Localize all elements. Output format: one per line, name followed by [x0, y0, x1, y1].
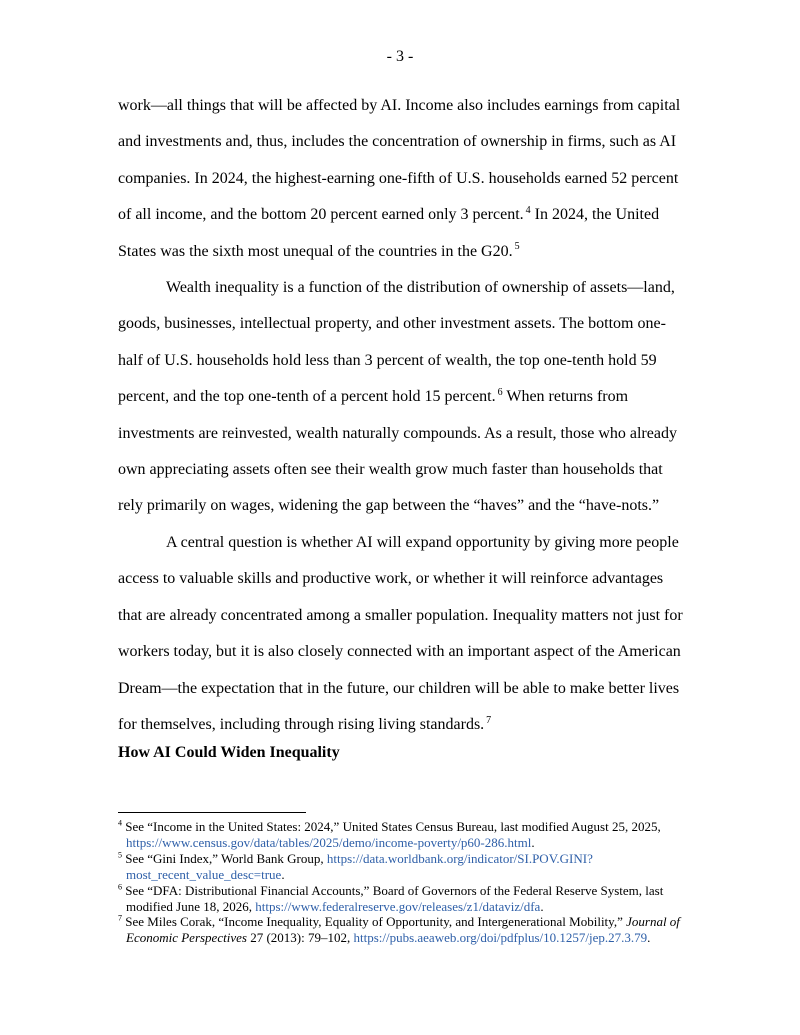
- footnote-link[interactable]: https://www.census.gov/data/tables/2025/demo/income-poverty/p60-286.html: [126, 834, 532, 850]
- footnote-number: 6: [118, 882, 122, 892]
- paragraph-text: Wealth inequality is a function of the distribution of ownership of assets—land, goods, businesses, intellectual property, and other investment assets. The bottom one-half of U.S. households hold less than 3 percent of wealth, the top one-tenth hold 59 percent, and the top one-tenth of a percent hold 15 percent.: [118, 279, 675, 406]
- footnote-text: See Miles Corak, “Income Inequality, Equality of Opportunity, and Intergenerational Mobility,”: [122, 914, 627, 930]
- footnote: [118, 819, 693, 851]
- footnote: [118, 914, 693, 946]
- paragraph-text: A central question is whether AI will expand opportunity by giving more people access to valuable skills and productive work, or whether it will reinforce advantages that are already concentrated among a smaller population. Inequality matters not just for workers today, but it is also closely connected with an important aspect of the American Dream—the expectation that in the future, our children will be able to make better lives for themselves, including through rising living standards.: [118, 533, 683, 733]
- footnote-link[interactable]: https://www.federalreserve.gov/releases/z1/dataviz/dfa: [255, 898, 541, 914]
- footnote: [118, 883, 693, 915]
- footnote-reference[interactable]: 6: [497, 386, 503, 398]
- footnote-link[interactable]: https://pubs.aeaweb.org/doi/pdfplus/10.1257/jep.27.3.79: [353, 930, 648, 946]
- footnote-text: 27 (2013): 79–102,: [246, 930, 354, 946]
- journal-title: Journal of Economic Perspectives: [126, 914, 680, 946]
- footnote-reference[interactable]: 5: [514, 241, 520, 253]
- footnote-punctuation: .: [531, 834, 535, 850]
- paragraph-text: work—all things that will be affected by AI. Income also includes earnings from capital and investments and, thus, includes the concentration of ownership in firms, such as AI companies. In 2024, the highest-earning one-fifth of U.S. households earned 52 percent of all income, and the bottom 20 percent earned only 3 percent.: [118, 97, 681, 224]
- footnote-punctuation: .: [281, 866, 285, 882]
- footnote-text: See “Gini Index,” World Bank Group,: [122, 850, 327, 866]
- page-number: - 3 -: [386, 48, 414, 65]
- footnote-reference[interactable]: 4: [525, 204, 531, 216]
- paragraph-income: [118, 88, 688, 270]
- paragraph-opportunity: [118, 525, 688, 743]
- body-text: [118, 88, 688, 743]
- footnote-number: 7: [118, 914, 122, 924]
- paragraph-text: In 2024, the United States was the sixth most unequal of the countries in the G20.: [118, 206, 660, 260]
- footnotes: [118, 819, 693, 946]
- footnote-link[interactable]: https://data.worldbank.org/indicator/SI.POV.GINI?most_recent_value_desc=true: [126, 850, 593, 882]
- footnote-punctuation: .: [540, 898, 544, 914]
- section-heading: How AI Could Widen Inequality: [118, 744, 340, 761]
- footnote-number: 5: [118, 850, 122, 860]
- footnote-divider: [118, 812, 306, 813]
- footnote-text: See “DFA: Distributional Financial Accounts,” Board of Governors of the Federal Reserve System, last modified June 18, 2026,: [122, 882, 664, 914]
- footnote-text: See “Income in the United States: 2024,” United States Census Bureau, last modified August 25, 2025,: [122, 819, 661, 834]
- paragraph-wealth: [118, 270, 688, 525]
- paragraph-text: When returns from investments are reinvested, wealth naturally compounds. As a result, those who already own appreciating assets often see their wealth grow much faster than households that rely primarily on wages, widening the gap between the “haves” and the “have-nots.”: [118, 388, 677, 515]
- footnote-number: 4: [118, 818, 122, 828]
- footnote-punctuation: .: [647, 930, 651, 946]
- footnote-reference[interactable]: 7: [486, 714, 492, 726]
- footnote: [118, 851, 693, 883]
